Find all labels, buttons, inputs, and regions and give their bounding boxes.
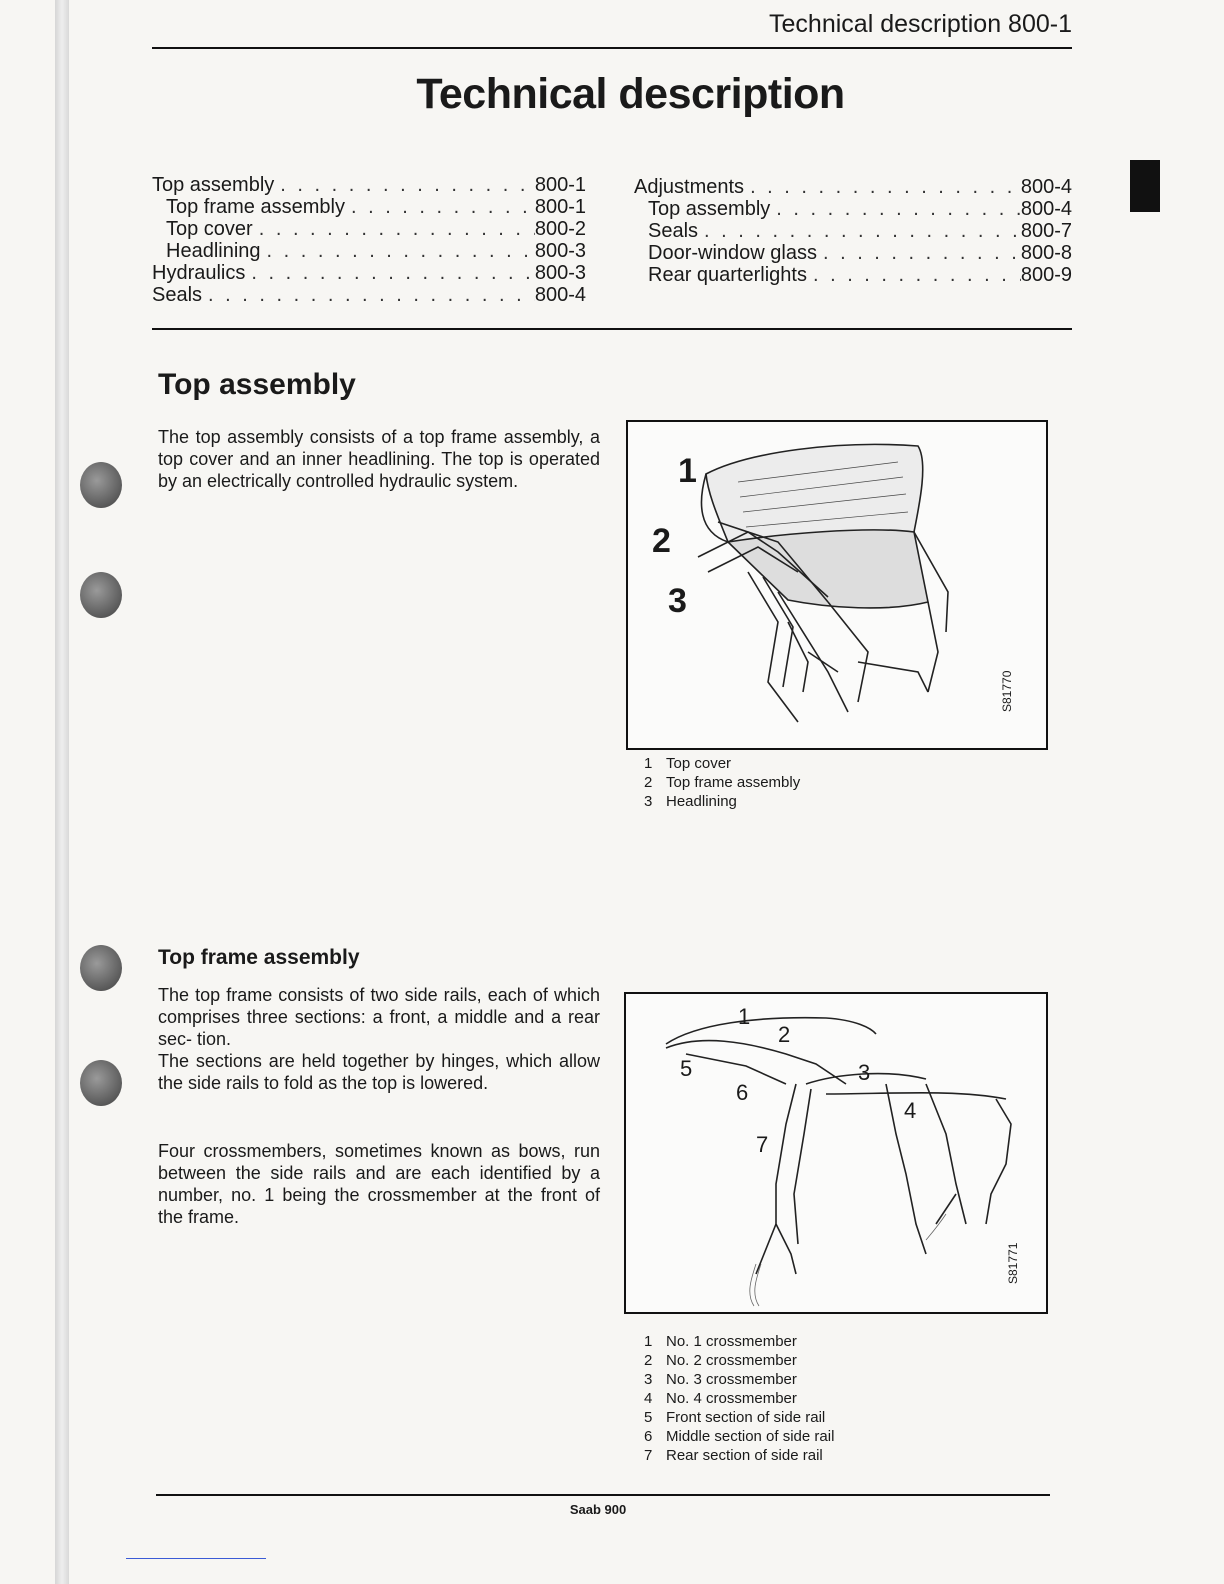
toc-leader-dots [807, 264, 1021, 286]
figure1-caption [644, 754, 800, 811]
toc-leader-dots [817, 242, 1021, 264]
footer-rule [156, 1494, 1050, 1496]
page-title: Technical description [416, 70, 845, 118]
toc-leader-dots [698, 220, 1021, 242]
toc-right [634, 176, 1072, 286]
toc-entry-label: Hydraulics [152, 262, 246, 284]
toc-entry [634, 242, 1072, 264]
frame-paragraph-3: Four crossmembers, sometimes known as bows, run between the side rails and are each identified by a number, no. 1 being the crossmember at the front of the frame. [158, 1141, 600, 1227]
caption-item [644, 1408, 834, 1427]
caption-item [644, 1446, 834, 1465]
figure-top-frame [624, 992, 1048, 1314]
toc-entry-label: Top frame assembly [166, 196, 345, 218]
caption-item [644, 1370, 834, 1389]
toc-entry-label: Adjustments [634, 176, 745, 198]
caption-number: 5 [644, 1409, 653, 1426]
toc-leader-dots [345, 196, 535, 218]
punch-hole [80, 572, 122, 618]
caption-number: 3 [644, 793, 653, 810]
caption-number: 6 [644, 1428, 653, 1445]
toc-entry-page: 800-9 [1020, 264, 1072, 286]
toc-entry [634, 198, 1072, 220]
top-frame-illustration [626, 994, 1046, 1312]
subsection-heading: Top frame assembly [158, 946, 360, 969]
toc-entry [152, 240, 586, 262]
frame-paragraph-1: The top frame consists of two side rails, each of which comprises three sections: a front, a middle and a rear sec- tion. [158, 985, 600, 1049]
toc-entry-label: Top cover [166, 218, 253, 240]
header-rule [152, 47, 1072, 49]
caption-item [644, 792, 800, 811]
toc-entry-page: 800-3 [534, 240, 586, 262]
toc-entry-page: 800-7 [1020, 220, 1072, 242]
toc-entry-label: Rear quarterlights [648, 264, 807, 286]
caption-item [644, 1389, 834, 1408]
toc-entry-page: 800-4 [1020, 176, 1072, 198]
caption-item [644, 754, 800, 773]
caption-text: Top frame assembly [666, 774, 801, 791]
running-head: Technical description 800-1 [769, 10, 1072, 38]
toc-entry [152, 262, 586, 284]
figure-top-assembly [626, 420, 1048, 750]
toc-entry-page: 800-2 [534, 218, 586, 240]
toc-rule [152, 328, 1072, 330]
caption-item [644, 1351, 834, 1370]
section-heading: Top assembly [158, 368, 356, 401]
caption-number: 7 [644, 1447, 653, 1464]
callout-3: 3 [668, 582, 687, 620]
toc-entry-page: 800-3 [534, 262, 586, 284]
figure-id: S81770 [1000, 670, 1014, 712]
frame-paragraph-2: The sections are held together by hinges, which allow the side rails to fold as the top is lowered. [158, 1051, 600, 1093]
caption-text: Front section of side rail [666, 1409, 826, 1426]
link-underline [126, 1558, 266, 1559]
caption-text: Headlining [666, 793, 737, 810]
caption-item [644, 1427, 834, 1446]
callout-2: 2 [778, 1022, 791, 1047]
caption-text: No. 4 crossmember [666, 1390, 797, 1407]
toc-leader-dots [770, 198, 1021, 220]
callout-4: 4 [904, 1098, 917, 1123]
toc-entry-label: Seals [648, 220, 699, 242]
toc-entry [152, 196, 586, 218]
footer-text: Saab 900 [569, 1502, 627, 1517]
punch-hole [80, 462, 122, 508]
caption-number: 4 [644, 1390, 653, 1407]
toc-entry [152, 218, 586, 240]
callout-1: 1 [738, 1004, 751, 1029]
toc-leader-dots [744, 176, 1021, 198]
punch-hole [80, 945, 122, 991]
callout-5: 5 [680, 1056, 693, 1081]
caption-number: 1 [644, 1333, 653, 1350]
caption-number: 3 [644, 1371, 653, 1388]
toc-entry [634, 176, 1072, 198]
caption-text: No. 3 crossmember [666, 1371, 797, 1388]
callout-6: 6 [736, 1080, 749, 1105]
figure2-caption [644, 1332, 834, 1465]
toc-entry-page: 800-1 [534, 196, 586, 218]
caption-text: No. 2 crossmember [666, 1352, 797, 1369]
toc-entry-page: 800-8 [1020, 242, 1072, 264]
intro-paragraph: The top assembly consists of a top frame assembly, a top cover and an inner headlining. The top is operated by an electrically controlled hydraulic system. [158, 427, 600, 491]
caption-item [644, 1332, 834, 1351]
toc-left [152, 174, 586, 306]
caption-text: No. 1 crossmember [666, 1333, 797, 1350]
caption-text: Top cover [666, 755, 732, 772]
punch-hole [80, 1060, 122, 1106]
toc-entry-label: Headlining [166, 240, 261, 262]
callout-1: 1 [678, 452, 697, 490]
caption-text: Rear section of side rail [666, 1447, 823, 1464]
caption-number: 2 [644, 774, 653, 791]
toc-entry-label: Door-window glass [648, 242, 817, 264]
section-tab-marker [1130, 160, 1160, 212]
callout-2: 2 [652, 522, 671, 560]
toc-leader-dots [245, 262, 534, 284]
figure-id: S81771 [1006, 1242, 1020, 1284]
caption-text: Middle section of side rail [666, 1428, 835, 1445]
caption-number: 2 [644, 1352, 653, 1369]
toc-entry [152, 174, 586, 196]
binder-margin [55, 0, 69, 1584]
toc-entry-page: 800-4 [534, 284, 586, 306]
toc-entry [634, 220, 1072, 242]
callout-7: 7 [756, 1132, 769, 1157]
toc-entry-label: Top assembly [648, 198, 771, 220]
toc-entry-label: Top assembly [152, 174, 275, 196]
toc-leader-dots [253, 218, 535, 240]
callout-3: 3 [858, 1060, 871, 1085]
toc-entry-page: 800-1 [534, 174, 586, 196]
toc-leader-dots [202, 284, 535, 306]
caption-number: 1 [644, 755, 653, 772]
toc-leader-dots [274, 174, 535, 196]
toc-leader-dots [261, 240, 535, 262]
toc-entry-label: Seals [152, 284, 203, 306]
toc-entry [152, 284, 586, 306]
toc-entry [634, 264, 1072, 286]
toc-entry-page: 800-4 [1020, 198, 1072, 220]
caption-item [644, 773, 800, 792]
